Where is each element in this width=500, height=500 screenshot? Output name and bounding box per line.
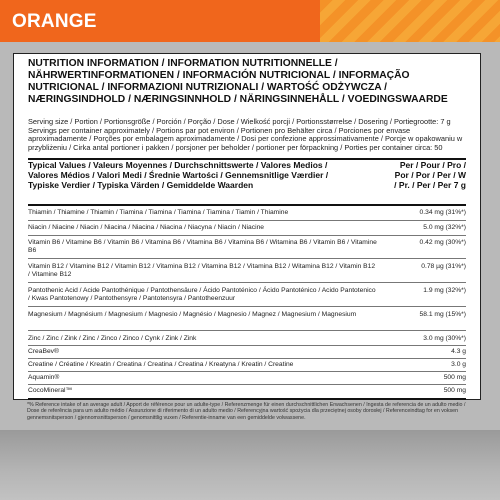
nutrient-value: 5.0 mg (32%*) [423,224,466,231]
row-divider [28,358,466,359]
nutrition-title: NUTRITION INFORMATION / INFORMATION NUTRITIONNELLE / NÄHRWERTINFORMATIONEN / INFORMACIÓN NUTRICIONAL / INFORMAÇÃO NUTRICIONAL / INFORMAZIONI NUTRIZIONALI / WARTOŚĆ ODŻYWCZA / NÆRINGSINDHOLD / NÆRINGSINNHOLD / NÄRINGSINNEHÅLL / VOEDINGSWAARDE [28,58,448,105]
nutrient-value: 0.34 mg (31%*) [419,209,466,216]
nutrient-value: 0.78 µg (31%*) [421,263,466,270]
nutrient-name: Magnesium / Magnésium / Magnesium / Magnesio / Magnésio / Magnesio / Magnez / Magnesium / Magnesium [28,311,357,318]
nutrient-value: 0.42 mg (30%*) [419,239,466,246]
row-divider [28,371,466,372]
footnote-rule [28,398,466,400]
nutrient-value: 3.0 mg (30%*) [423,335,466,342]
nutrient-name: Vitamin B6 / Vitamine B6 / Vitamin B6 / Vitamina B6 / Vitamina B6 / Vitamina B6 / Witamina B6 / Vitamin B6 / Vitamine B6 [28,239,377,255]
row-divider [28,306,466,307]
column-header-left: Typical Values / Valeurs Moyennes / Durchschnittswerte / Valores Medios / Valores Médios / Valori Medi / Średnie Wartości / Gennemsnitlige Værdier / Typiske Verdier / Typiska Värden / Gemiddelde Waarden [28,160,329,190]
row-divider [28,282,466,283]
nutrient-value: 500 mg [443,374,466,381]
nutrition-panel [13,53,481,400]
nutrient-name: Creatine / Créatine / Kreatin / Creatina / Creatina / Creatina / Kreatyna / Kreatin / Creatine [28,361,294,368]
nutrient-name: Niacin / Niacine / Niacin / Niacina / Niacina / Niacina / Niacyna / Niacin / Niacine [28,224,265,231]
nutrient-name: Vitamin B12 / Vitamine B12 / Vitamin B12 / Vitamina B12 / Vitamina B12 / Vitamina B12 / Witamina B12 / Vitamin B12 / Vitamine B12 [28,263,376,279]
nutrient-value: 3.0 g [451,361,466,368]
serving-info: Serving size / Portion / Portionsgröße / Porción / Porção / Dose / Wielkość porcji / Portionsstørrelse / Dosering / Portiegrootte: 7 g Servings per container approximately / Portions par pot environ / Portionen pro Behälter circa / Porciones por envase aproximadamente / Porções por embalagem aproximadamente / Dosi per confezione approssimativamente / Porcje w opakowaniu w przybliżeniu / Cirka antal portioner i pakken / porsjoner per beholder / portioner per förpackning / Porties per container circa: 50 [28,117,463,152]
banner-stripes [320,0,500,42]
column-header-right: Per / Pour / Pro / Por / Por / Per / W / Pr. / Per / Per 7 g [394,160,466,190]
row-divider [28,235,466,236]
nutrient-value: 4.3 g [451,348,466,355]
nutrient-name: CreaBev® [28,348,59,355]
nutrient-name: Zinc / Zinc / Zink / Zinc / Zinco / Zinco / Cynk / Zink / Zink [28,335,197,342]
row-divider [28,330,466,331]
nutrient-name: Pantothenic Acid / Acide Pantothénique / Pantothensäure / Ácido Pantoténico / Ácido Pantoténico / Acido Pantotenico / Kwas Pantotenowy / Pantothensyre / Pantotensyra / Pantotheenzuur [28,287,376,303]
row-divider [28,220,466,221]
reference-intake-footnote: *% Reference intake of an average adult / Apport de référence pour un adulte-type / Referenzmenge für einen durchschnittlichen Erwachsenen / Ingesta de referencia de un adulto medio / Dose de referência para um adulto médio / Assunzione di riferimento di un adulto medio / Referencyjna wartość spożycia dla przeciętnej osoby dorosłej / Referenceindtag for en voksen gennemsnitsperson / gjennomsnittsperson / genomsnittlig vuxen / Referentie-inname van een gemiddelde volwassene. [27,402,466,421]
row-divider [28,258,466,259]
package-bottom [0,430,500,500]
nutrient-name: Thiamin / Thiamine / Thiamin / Tiamina / Tiamina / Tiamina / Tiamina / Tiamin / Thiamine [28,209,289,216]
row-divider [28,345,466,346]
column-header-rule [28,204,466,206]
flavor-banner [0,0,500,42]
nutrient-name: CocoMineral™ [28,387,73,394]
flavor-title: ORANGE [12,11,97,32]
nutrient-name: Aquamin® [28,374,60,381]
row-divider [28,384,466,385]
nutrient-value: 58.1 mg (15%*) [419,311,466,318]
nutrient-value: 1.9 mg (32%*) [423,287,466,294]
nutrient-value: 500 mg [443,387,466,394]
